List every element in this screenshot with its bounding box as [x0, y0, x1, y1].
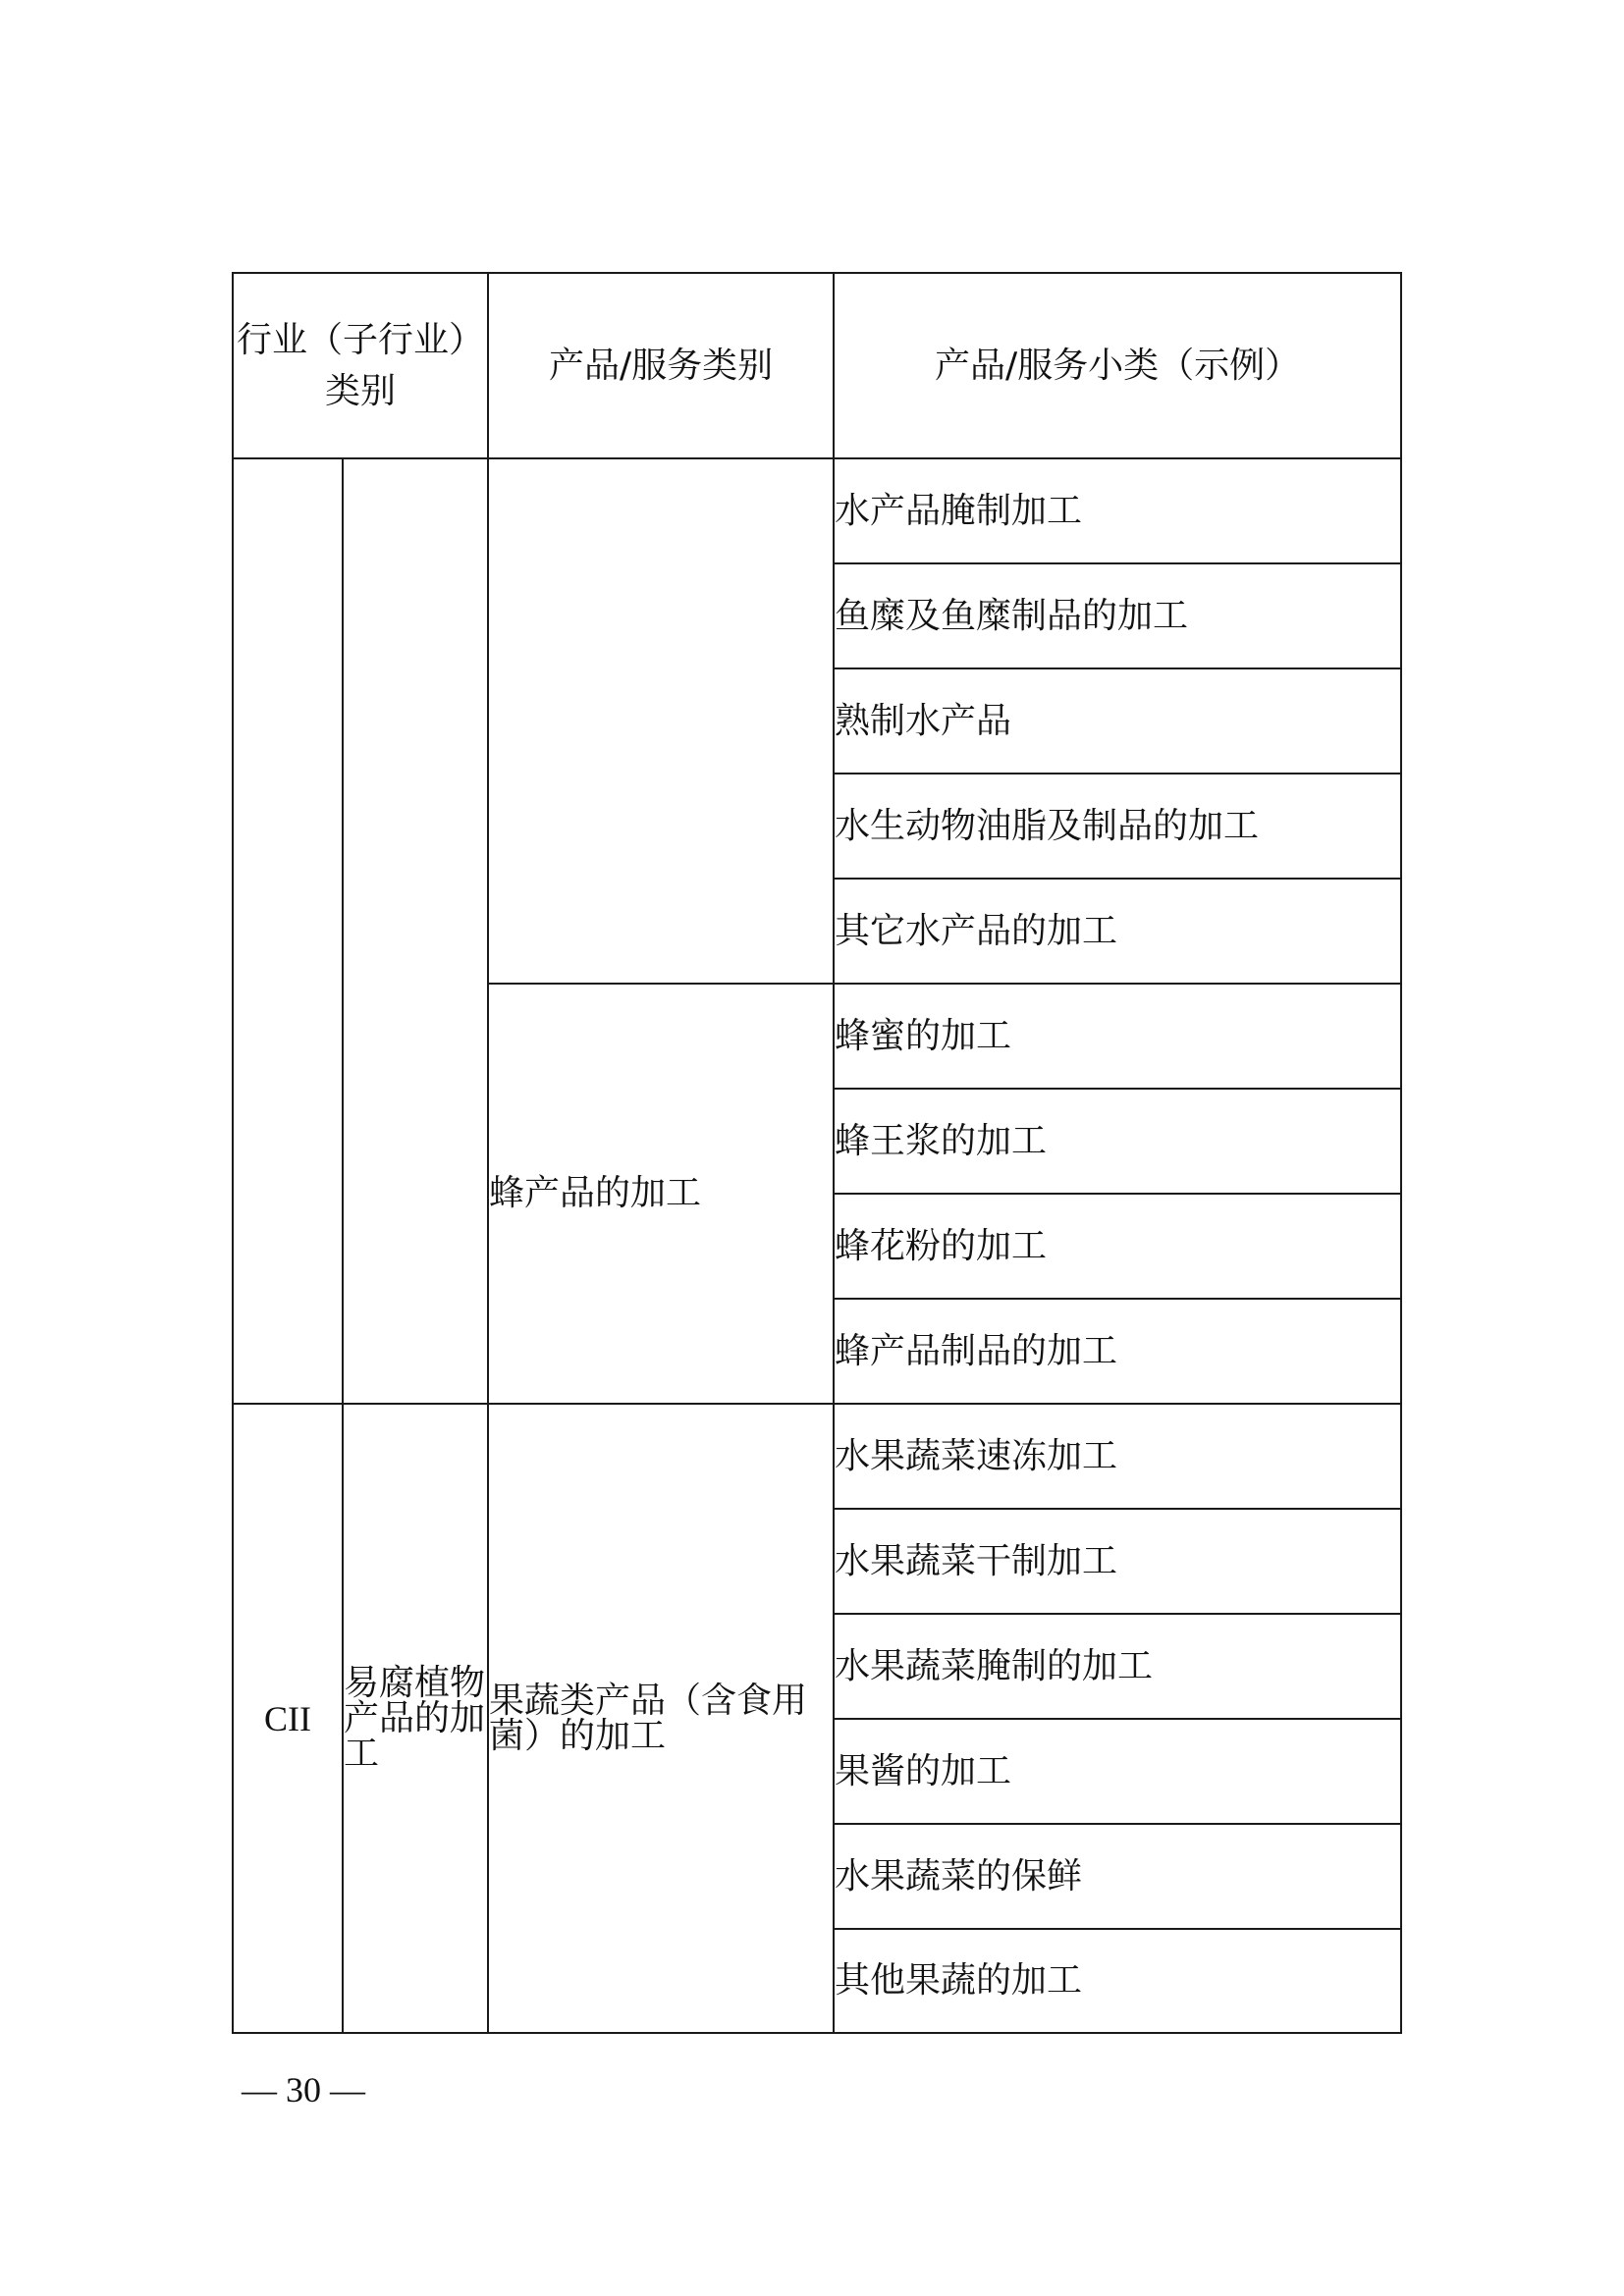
table-header-row	[233, 273, 1401, 458]
header-subclass-label: 产品/服务小类（示例）	[934, 345, 1301, 386]
subclass-cell: 水果蔬菜的保鲜	[834, 1824, 1401, 1929]
table-row	[233, 458, 1401, 563]
subclass-cell: 水产品腌制加工	[834, 458, 1401, 563]
subclass-cell: 果酱的加工	[834, 1719, 1401, 1824]
header-subclass-cell	[834, 273, 1401, 458]
page-number: — 30 —	[242, 2070, 365, 2109]
header-category-cell	[488, 273, 834, 458]
product-category-table	[232, 272, 1402, 2034]
category-cell: 果蔬类产品（含食用菌）的加工	[488, 1404, 834, 2033]
subclass-cell: 蜂王浆的加工	[834, 1089, 1401, 1194]
subclass-cell: 水果蔬菜腌制的加工	[834, 1614, 1401, 1719]
subclass-cell: 蜂花粉的加工	[834, 1194, 1401, 1299]
subclass-cell: 熟制水产品	[834, 668, 1401, 774]
header-industry-line1: 行业（子行业）	[237, 319, 485, 360]
subclass-cell: 其它水产品的加工	[834, 879, 1401, 984]
industry-code-cell	[233, 458, 343, 1404]
subclass-cell: 水生动物油脂及制品的加工	[834, 774, 1401, 879]
subclass-cell: 水果蔬菜干制加工	[834, 1509, 1401, 1614]
industry-code-cell: CII	[233, 1404, 343, 2033]
subclass-cell: 其他果蔬的加工	[834, 1929, 1401, 2033]
subindustry-cell	[343, 458, 488, 1404]
subclass-cell: 鱼糜及鱼糜制品的加工	[834, 563, 1401, 668]
header-industry-cell	[233, 273, 488, 458]
header-industry-line2: 类别	[325, 370, 397, 411]
category-cell	[488, 458, 834, 984]
subindustry-cell: 易腐植物产品的加工	[343, 1404, 488, 2033]
subclass-cell: 水果蔬菜速冻加工	[834, 1404, 1401, 1509]
subclass-cell: 蜂蜜的加工	[834, 984, 1401, 1089]
table-row	[233, 1404, 1401, 1509]
category-cell: 蜂产品的加工	[488, 984, 834, 1404]
subclass-cell: 蜂产品制品的加工	[834, 1299, 1401, 1404]
header-category-label: 产品/服务类别	[548, 345, 774, 386]
